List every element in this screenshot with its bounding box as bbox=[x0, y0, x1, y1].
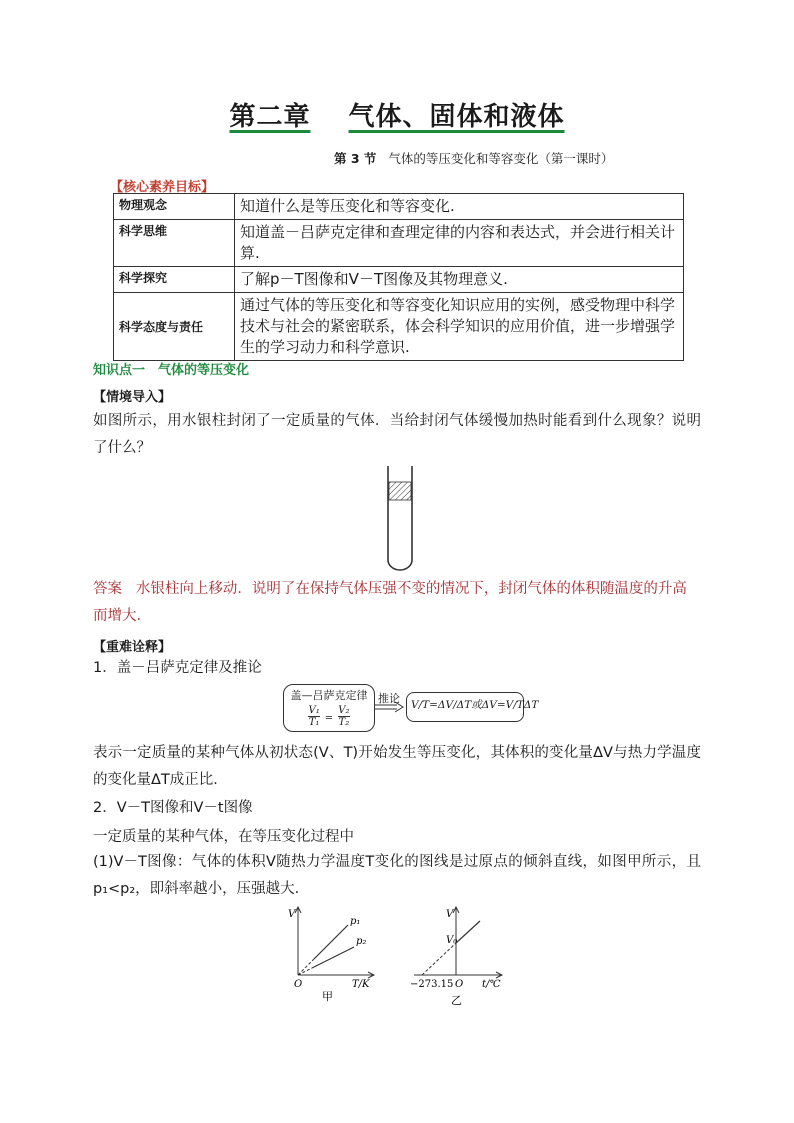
line-p1 bbox=[314, 925, 348, 959]
origin-label: O bbox=[455, 979, 464, 990]
arrow-label: 推论 bbox=[378, 692, 400, 705]
intercept-label: V₀ bbox=[446, 935, 458, 946]
vt-graph-description: (1)V－T图像：气体的体积V随热力学温度T变化的图线是过原点的倾斜直线，如图甲所示，且p₁<p₂，即斜率越小，压强越大． bbox=[93, 854, 701, 897]
goal-value: 通过气体的等压变化和等容变化知识应用的实例，感受物理中科学技术与社会的紧密联系，体会科学知识的应用价值，进一步增强学生的学习动力和科学意识. bbox=[235, 293, 684, 361]
law-den-left: T₁ bbox=[308, 717, 320, 728]
gay-lussac-law-box: 盖—吕萨克定律 $\frac{\text{V₁}}{\text{T₁}}$ = $\frac{\text{V₂}}{\text{T₂}}$ bbox=[283, 684, 375, 732]
section-name: 气体的等压变化和等容变化（第一课时） bbox=[388, 151, 614, 166]
section-title bbox=[334, 149, 613, 167]
goal-value: 知道什么是等压变化和等容变化. bbox=[235, 194, 684, 220]
core-goals-table bbox=[113, 193, 684, 361]
line-p2 bbox=[314, 947, 354, 967]
y-axis-label: V bbox=[288, 909, 296, 920]
item-2-title: 2．V－T图像和V－t图像 bbox=[93, 800, 253, 816]
mercury-column bbox=[389, 482, 411, 500]
answer-text: 水银柱向上移动．说明了在保持气体压强不变的情况下，封闭气体的体积随温度的升高而增大． bbox=[93, 581, 687, 624]
x-axis-label: T/K bbox=[352, 979, 370, 990]
table-row bbox=[114, 267, 684, 293]
explanation-heading: 【重难诠释】 bbox=[93, 640, 172, 655]
y-axis-label: V bbox=[446, 909, 454, 920]
graph-caption: 乙 bbox=[451, 994, 462, 1007]
chapter-number: 第二章 bbox=[229, 102, 311, 132]
line-p2-label: p₂ bbox=[356, 936, 367, 947]
law-den-right: T₂ bbox=[338, 717, 350, 728]
goal-value: 了解p－T图像和V－T图像及其物理意义. bbox=[235, 267, 684, 293]
knowledge-point-title: 知识点一 气体的等压变化 bbox=[93, 363, 250, 378]
goal-key: 科学探究 bbox=[114, 267, 235, 293]
item-2-intro: 一定质量的某种气体，在等压变化过程中 bbox=[93, 829, 354, 845]
chapter-title bbox=[0, 96, 794, 133]
x-intercept-label: −273.15 bbox=[410, 979, 454, 990]
section-label: 第 3 节 bbox=[334, 151, 377, 166]
graph-caption: 甲 bbox=[322, 990, 333, 1003]
item-1-title: 1．盖－吕萨克定律及推论 bbox=[93, 660, 262, 676]
goal-key: 科学态度与责任 bbox=[114, 293, 235, 361]
x-axis-label: t/℃ bbox=[482, 979, 501, 990]
goal-key: 科学思维 bbox=[114, 220, 235, 267]
scenario-heading: 【情境导入】 bbox=[93, 390, 172, 405]
answer-label: 答案 bbox=[93, 581, 122, 597]
corollary-text: V/T=ΔV/ΔT或ΔV=V/TΔT bbox=[411, 699, 539, 711]
corollary-box bbox=[406, 692, 539, 722]
vt-line bbox=[456, 921, 480, 943]
origin-label: O bbox=[294, 979, 303, 990]
table-row bbox=[114, 293, 684, 361]
answer-block bbox=[93, 576, 701, 630]
core-goals-heading: 【核心素养目标】 bbox=[110, 180, 215, 195]
graph-yi bbox=[410, 903, 510, 1013]
table-row bbox=[114, 220, 684, 267]
law-num-right: V₂ bbox=[338, 705, 350, 716]
arrow-right-icon bbox=[373, 700, 405, 714]
line-p1-label: p₁ bbox=[350, 916, 361, 927]
law-title: 盖—吕萨克定律 bbox=[290, 689, 368, 702]
graph-jia bbox=[284, 903, 384, 1003]
chapter-name: 气体、固体和液体 bbox=[348, 102, 565, 132]
goal-key: 物理观念 bbox=[114, 194, 235, 220]
law-description: 表示一定质量的某种气体从初状态(V、T)开始发生等压变化，其体积的变化量ΔV与热力学温度的变化量ΔT成正比． bbox=[93, 745, 701, 788]
scenario-text: 如图所示，用水银柱封闭了一定质量的气体．当给封闭气体缓慢加热时能看到什么现象？说明了什么？ bbox=[93, 413, 701, 456]
test-tube-figure bbox=[380, 464, 420, 572]
goal-value: 知道盖－吕萨克定律和查理定律的内容和表达式，并会进行相关计算. bbox=[235, 220, 684, 267]
table-row bbox=[114, 194, 684, 220]
law-num-left: V₁ bbox=[308, 705, 320, 716]
